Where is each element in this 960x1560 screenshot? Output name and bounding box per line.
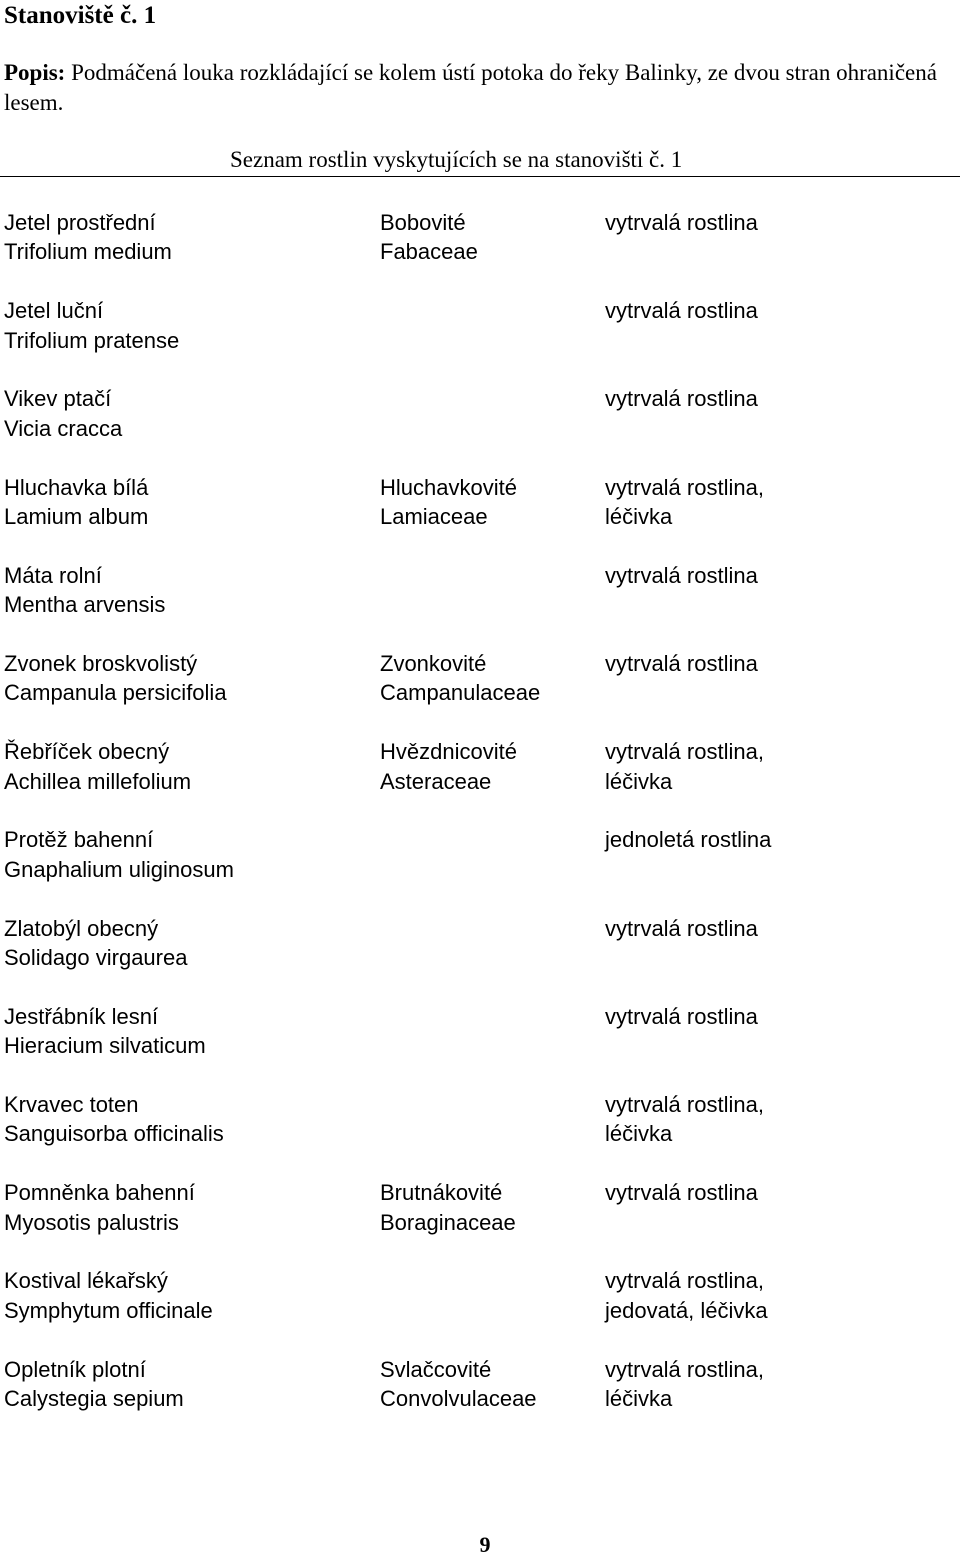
plant-czech-name: Zlatobýl obecný bbox=[4, 915, 159, 941]
page-title: Stanoviště č. 1 bbox=[4, 2, 157, 29]
plant-czech-name: Opletník plotní bbox=[4, 1356, 146, 1382]
plant-note: vytrvalá rostlina, bbox=[605, 1092, 764, 1117]
plant-note-continued: jedovatá, léčivka bbox=[605, 1297, 768, 1323]
plant-latin-name: Solidago virgaurea bbox=[4, 945, 188, 970]
plant-family-czech: Svlačcovité bbox=[380, 1356, 492, 1382]
plant-note: vytrvalá rostlina bbox=[605, 915, 758, 941]
plant-latin-name: Trifolium medium bbox=[4, 239, 172, 265]
plant-czech-name: Kostival lékařský bbox=[4, 1268, 168, 1294]
plant-note: vytrvalá rostlina bbox=[605, 210, 758, 235]
plant-czech-name: Protěž bahenní bbox=[4, 827, 154, 853]
plant-czech-name: Hluchavka bílá bbox=[4, 474, 149, 500]
plant-note: vytrvalá rostlina bbox=[605, 386, 758, 412]
plant-latin-name: Symphytum officinale bbox=[4, 1297, 213, 1323]
plant-czech-name: Máta rolní bbox=[4, 562, 102, 588]
plant-latin-name: Calystegia sepium bbox=[4, 1386, 184, 1411]
plant-latin-name: Vicia cracca bbox=[4, 415, 123, 441]
plant-family-czech: Brutnákovité bbox=[380, 1180, 503, 1206]
plant-latin-name: Trifolium pratense bbox=[4, 327, 180, 353]
plant-latin-name: Myosotis palustris bbox=[4, 1209, 179, 1235]
plant-family-latin: Asteraceae bbox=[380, 768, 492, 794]
plant-latin-name: Achillea millefolium bbox=[4, 768, 192, 794]
plant-note: vytrvalá rostlina, bbox=[605, 1268, 764, 1294]
plant-family-latin: Campanulaceae bbox=[380, 680, 541, 706]
plant-note: vytrvalá rostlina bbox=[605, 651, 758, 676]
plant-latin-name: Gnaphalium uliginosum bbox=[4, 856, 234, 882]
plant-czech-name: Vikev ptačí bbox=[4, 386, 112, 412]
page-number: 9 bbox=[479, 1532, 491, 1557]
plant-family-latin: Boraginaceae bbox=[380, 1209, 516, 1235]
plant-czech-name: Řebříček obecný bbox=[4, 739, 170, 765]
plant-note: vytrvalá rostlina bbox=[605, 562, 758, 588]
plant-note: vytrvalá rostlina, bbox=[605, 1356, 764, 1382]
plant-family-czech: Bobovité bbox=[380, 210, 466, 235]
plant-note-continued: léčivka bbox=[605, 504, 673, 529]
plant-latin-name: Hieracium silvaticum bbox=[4, 1033, 206, 1059]
plant-czech-name: Krvavec toten bbox=[4, 1092, 139, 1117]
plant-note: vytrvalá rostlina bbox=[605, 1180, 758, 1206]
plant-latin-name: Lamium album bbox=[4, 504, 149, 529]
plant-czech-name: Pomněnka bahenní bbox=[4, 1180, 195, 1206]
plant-list-heading: Seznam rostlin vyskytujících se na stanovišti č. 1 bbox=[230, 147, 683, 172]
plant-czech-name: Jetel luční bbox=[4, 298, 104, 324]
plant-note: vytrvalá rostlina bbox=[605, 298, 758, 324]
plant-note: vytrvalá rostlina, bbox=[605, 739, 764, 765]
plant-latin-name: Mentha arvensis bbox=[4, 592, 166, 618]
description-label: Popis: bbox=[4, 60, 66, 85]
plant-family-czech: Hvězdnicovité bbox=[380, 739, 517, 765]
plant-czech-name: Jestřábník lesní bbox=[4, 1003, 159, 1029]
plant-note: vytrvalá rostlina, bbox=[605, 474, 764, 500]
plant-note-continued: léčivka bbox=[605, 1121, 673, 1147]
plant-note-continued: léčivka bbox=[605, 768, 673, 794]
plant-note: vytrvalá rostlina bbox=[605, 1003, 758, 1029]
plant-family-czech: Zvonkovité bbox=[380, 651, 487, 676]
plant-family-latin: Convolvulaceae bbox=[380, 1386, 537, 1411]
plant-family-latin: Fabaceae bbox=[380, 239, 478, 265]
plant-latin-name: Campanula persicifolia bbox=[4, 680, 227, 706]
plant-family-czech: Hluchavkovité bbox=[380, 474, 517, 500]
plant-note-continued: léčivka bbox=[605, 1386, 673, 1411]
plant-family-latin: Lamiaceae bbox=[380, 504, 488, 529]
plant-latin-name: Sanguisorba officinalis bbox=[4, 1121, 224, 1147]
plant-czech-name: Zvonek broskvolistý bbox=[4, 651, 198, 676]
plant-note: jednoletá rostlina bbox=[605, 827, 772, 853]
description-text: Podmáčená louka rozkládající se kolem ústí potoka do řeky Balinky, ze dvou stran ohraničená lesem. bbox=[4, 60, 937, 115]
plant-czech-name: Jetel prostřední bbox=[4, 210, 156, 235]
